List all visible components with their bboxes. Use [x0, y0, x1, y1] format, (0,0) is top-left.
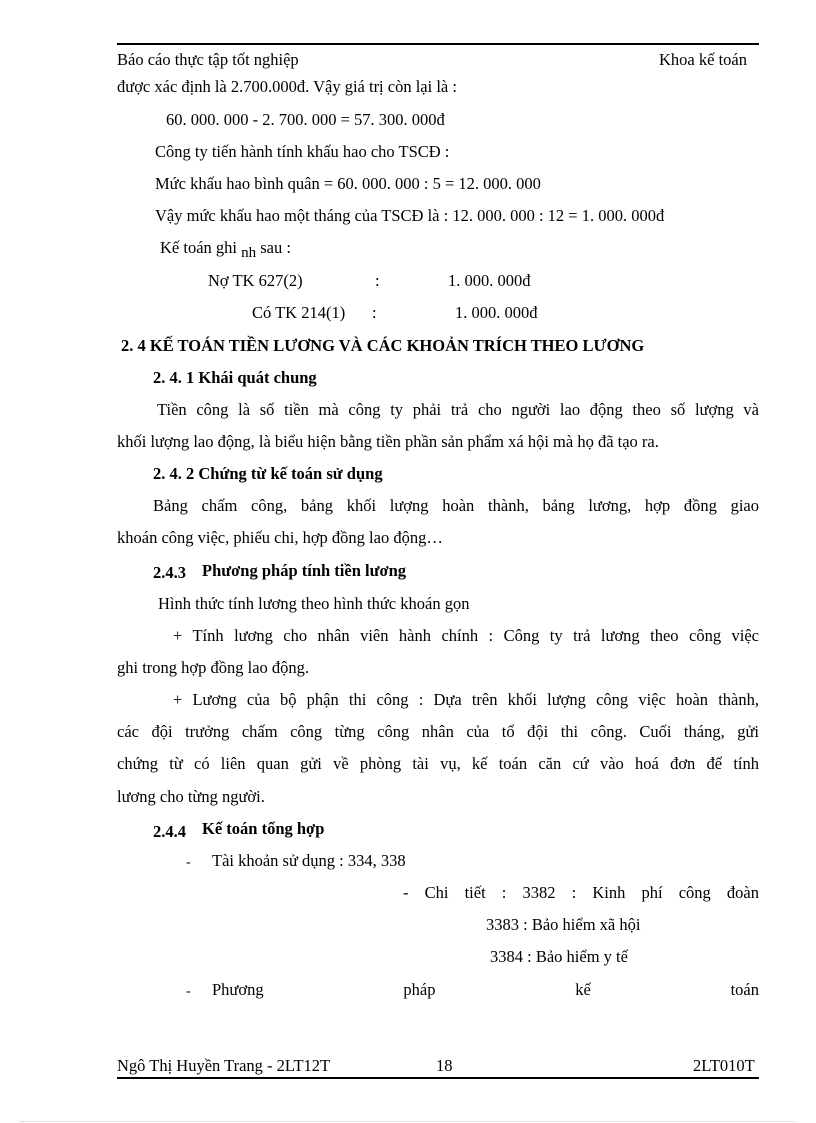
s3-line6: lương cho từng người. [117, 787, 265, 806]
subsection-2-4-4-number: 2.4.4 [153, 822, 186, 841]
section-title: 2. 4 KẾ TOÁN TIỀN LƯƠNG VÀ CÁC KHOẢN TRÍCH THEO LƯƠNG [121, 336, 645, 355]
subsection-2-4-2-title: 2. 4. 2 Chứng từ kế toán sử dụng [153, 464, 383, 483]
debit-amount: 1. 000. 000đ [448, 271, 531, 290]
credit-amount: 1. 000. 000đ [455, 303, 538, 322]
s3-line0: Hình thức tính lương theo hình thức khoán gọn [158, 594, 470, 613]
s4-detail-3384: 3384 : Bảo hiểm y tế [490, 947, 628, 966]
entry-intro-b: nh [241, 245, 257, 261]
line-calculation: 60. 000. 000 - 2. 700. 000 = 57. 300. 000đ [166, 110, 445, 129]
entry-intro-c: sau : [260, 238, 291, 257]
bullet-1: - [186, 855, 191, 870]
line-residual-value: được xác định là 2.700.000đ. Vậy giá trị còn lại là : [117, 77, 457, 96]
subsection-2-4-3-title: Phương pháp tính tiền lương [202, 561, 407, 580]
page-bottom-divider [20, 1121, 796, 1122]
line-entry-intro [160, 238, 291, 259]
credit-colon: : [372, 303, 377, 322]
s3-line2: ghi trong hợp đồng lao động. [117, 658, 310, 677]
entry-intro-a: Kế toán ghi [160, 238, 237, 257]
s3-line1: + Tính lương cho nhân viên hành chính : Công ty trả lương theo công việc [173, 626, 759, 645]
s1-para-line2: khối lượng lao động, là biểu hiện bằng tiền phần sản phẩm xá hội mà họ đã tạo ra. [117, 432, 659, 451]
bullet-2: - [186, 984, 191, 999]
line-depreciation-intro: Công ty tiến hành tính khấu hao cho TSCĐ : [155, 142, 450, 161]
header-right: Khoa kế toán [659, 50, 747, 69]
s4-detail-3382: - Chi tiết : 3382 : Kinh phí công đoàn [403, 883, 759, 902]
s4-detail-3383: 3383 : Bảo hiểm xã hội [486, 915, 641, 934]
debit-account: Nợ TK 627(2) [208, 271, 303, 290]
debit-colon: : [375, 271, 380, 290]
footer-rule [117, 1077, 759, 1079]
s3-line4: các đội trưởng chấm công từng công nhân của tổ đội thi công. Cuối tháng, gửi [117, 722, 759, 741]
header-left: Báo cáo thực tập tốt nghiệp [117, 50, 299, 69]
subsection-2-4-1-title: 2. 4. 1 Khái quát chung [153, 368, 317, 387]
s4-method-line: Phương pháp kế toán [212, 980, 759, 999]
footer-page-number: 18 [436, 1056, 453, 1075]
s2-para-line1: Bảng chấm công, bảng khối lượng hoàn thành, bảng lương, hợp đồng giao [153, 496, 759, 515]
s4-accounts: Tài khoản sử dụng : 334, 338 [212, 851, 406, 870]
s2-para-line2: khoán công việc, phiếu chi, hợp đồng lao động… [117, 528, 443, 547]
header-rule [117, 43, 759, 45]
line-monthly-depreciation: Vậy mức khấu hao một tháng của TSCĐ là : 12. 000. 000 : 12 = 1. 000. 000đ [155, 206, 665, 225]
subsection-2-4-4-title: Kế toán tổng hợp [202, 819, 325, 838]
credit-account: Có TK 214(1) [252, 303, 346, 322]
s3-line3: + Lương của bộ phận thi công : Dựa trên khối lượng công việc hoàn thành, [173, 690, 759, 709]
line-average-depreciation: Mức khấu hao bình quân = 60. 000. 000 : 5 = 12. 000. 000 [155, 174, 541, 193]
subsection-2-4-3-number: 2.4.3 [153, 563, 186, 582]
s1-para-line1: Tiền công là số tiền mà công ty phải trả cho người lao động theo số lượng và [157, 400, 759, 419]
footer-author: Ngô Thị Huyền Trang - 2LT12T [117, 1056, 331, 1075]
s3-line5: chứng từ có liên quan gửi về phòng tài vụ, kế toán căn cứ vào hoá đơn để tính [117, 754, 759, 773]
footer-code: 2LT010T [693, 1056, 755, 1075]
